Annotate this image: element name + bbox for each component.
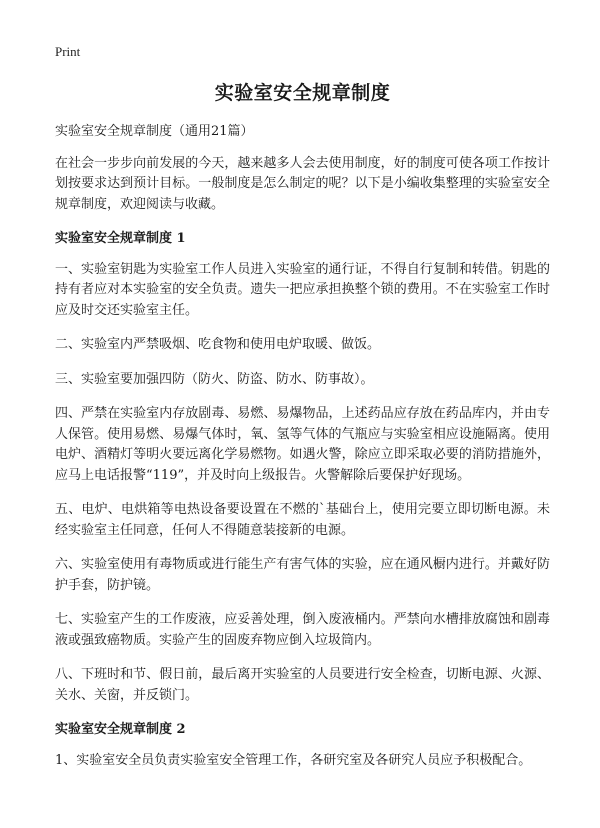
- section-paragraph: 八、下班时和节、假日前，最后离开实验室的人员要进行安全检查，切断电源、火源、关水、关窗，并反锁门。: [55, 667, 550, 703]
- section-paragraph: 三、实验室要加强四防（防火、防盗、防水、防事故）。: [55, 371, 374, 387]
- intro-paragraph: 在社会一步步向前发展的今天，越来越多人会去使用制度，好的制度可使各项工作按计划按要求达到预计目标。一般制度是怎么制定的呢？以下是小编收集整理的实验室安全规章制度，欢迎阅读与收藏。: [55, 155, 550, 212]
- section-heading: 实验室安全规章制度 1: [55, 231, 186, 246]
- section-paragraph: 六、实验室使用有毒物质或进行能生产有害气体的实验，应在通风橱内进行。并戴好防护手套，防护镜。: [55, 557, 550, 593]
- print-link[interactable]: Print: [55, 44, 81, 59]
- section-heading: 实验室安全规章制度 2: [55, 722, 186, 737]
- section-paragraph: 1、实验室安全员负责实验室安全管理工作，各研究室及各研究人员应予积极配合。: [55, 752, 532, 768]
- document-body: [55, 78, 550, 785]
- document-subtitle: 实验室安全规章制度（通用21篇）: [55, 124, 254, 139]
- section-1: [55, 229, 550, 706]
- section-paragraph: 一、实验室钥匙为实验室工作人员进入实验室的通行证，不得自行复制和转借。钥匙的持有者应对本实验室的安全负责。遗失一把应承担换整个锁的费用。不在实验室工作时应及时交还实验室主任。: [55, 261, 550, 318]
- section-2: [55, 720, 550, 771]
- section-paragraph: 七、实验室产生的工作废液，应妥善处理，倒入废液桶内。严禁向水槽排放腐蚀和剧毒液或强致癌物质。实验产生的固废弃物应倒入垃圾筒内。: [55, 612, 550, 648]
- section-paragraph: 五、电炉、电烘箱等电热设备要设置在不燃的`基础台上，使用完要立即切断电源。未经实验室主任同意，任何人不得随意装接新的电源。: [55, 502, 550, 538]
- section-paragraph: 四、严禁在实验室内存放剧毒、易燃、易爆物品，上述药品应存放在药品库内，并由专人保管。使用易燃、易爆气体时，氧、氢等气体的气瓶应与实验室相应设施隔离。使用电炉、酒精灯等明火要远离化学易燃物。如遇火警，除应立即采取必要的消防措施外，应马上电话报警“119”，并及时向上级报告。火警解除后要保护好现场。: [55, 406, 550, 483]
- section-paragraph: 二、实验室内严禁吸烟、吃食物和使用电炉取暖、做饭。: [55, 337, 381, 352]
- document-title: 实验室安全规章制度: [214, 82, 391, 104]
